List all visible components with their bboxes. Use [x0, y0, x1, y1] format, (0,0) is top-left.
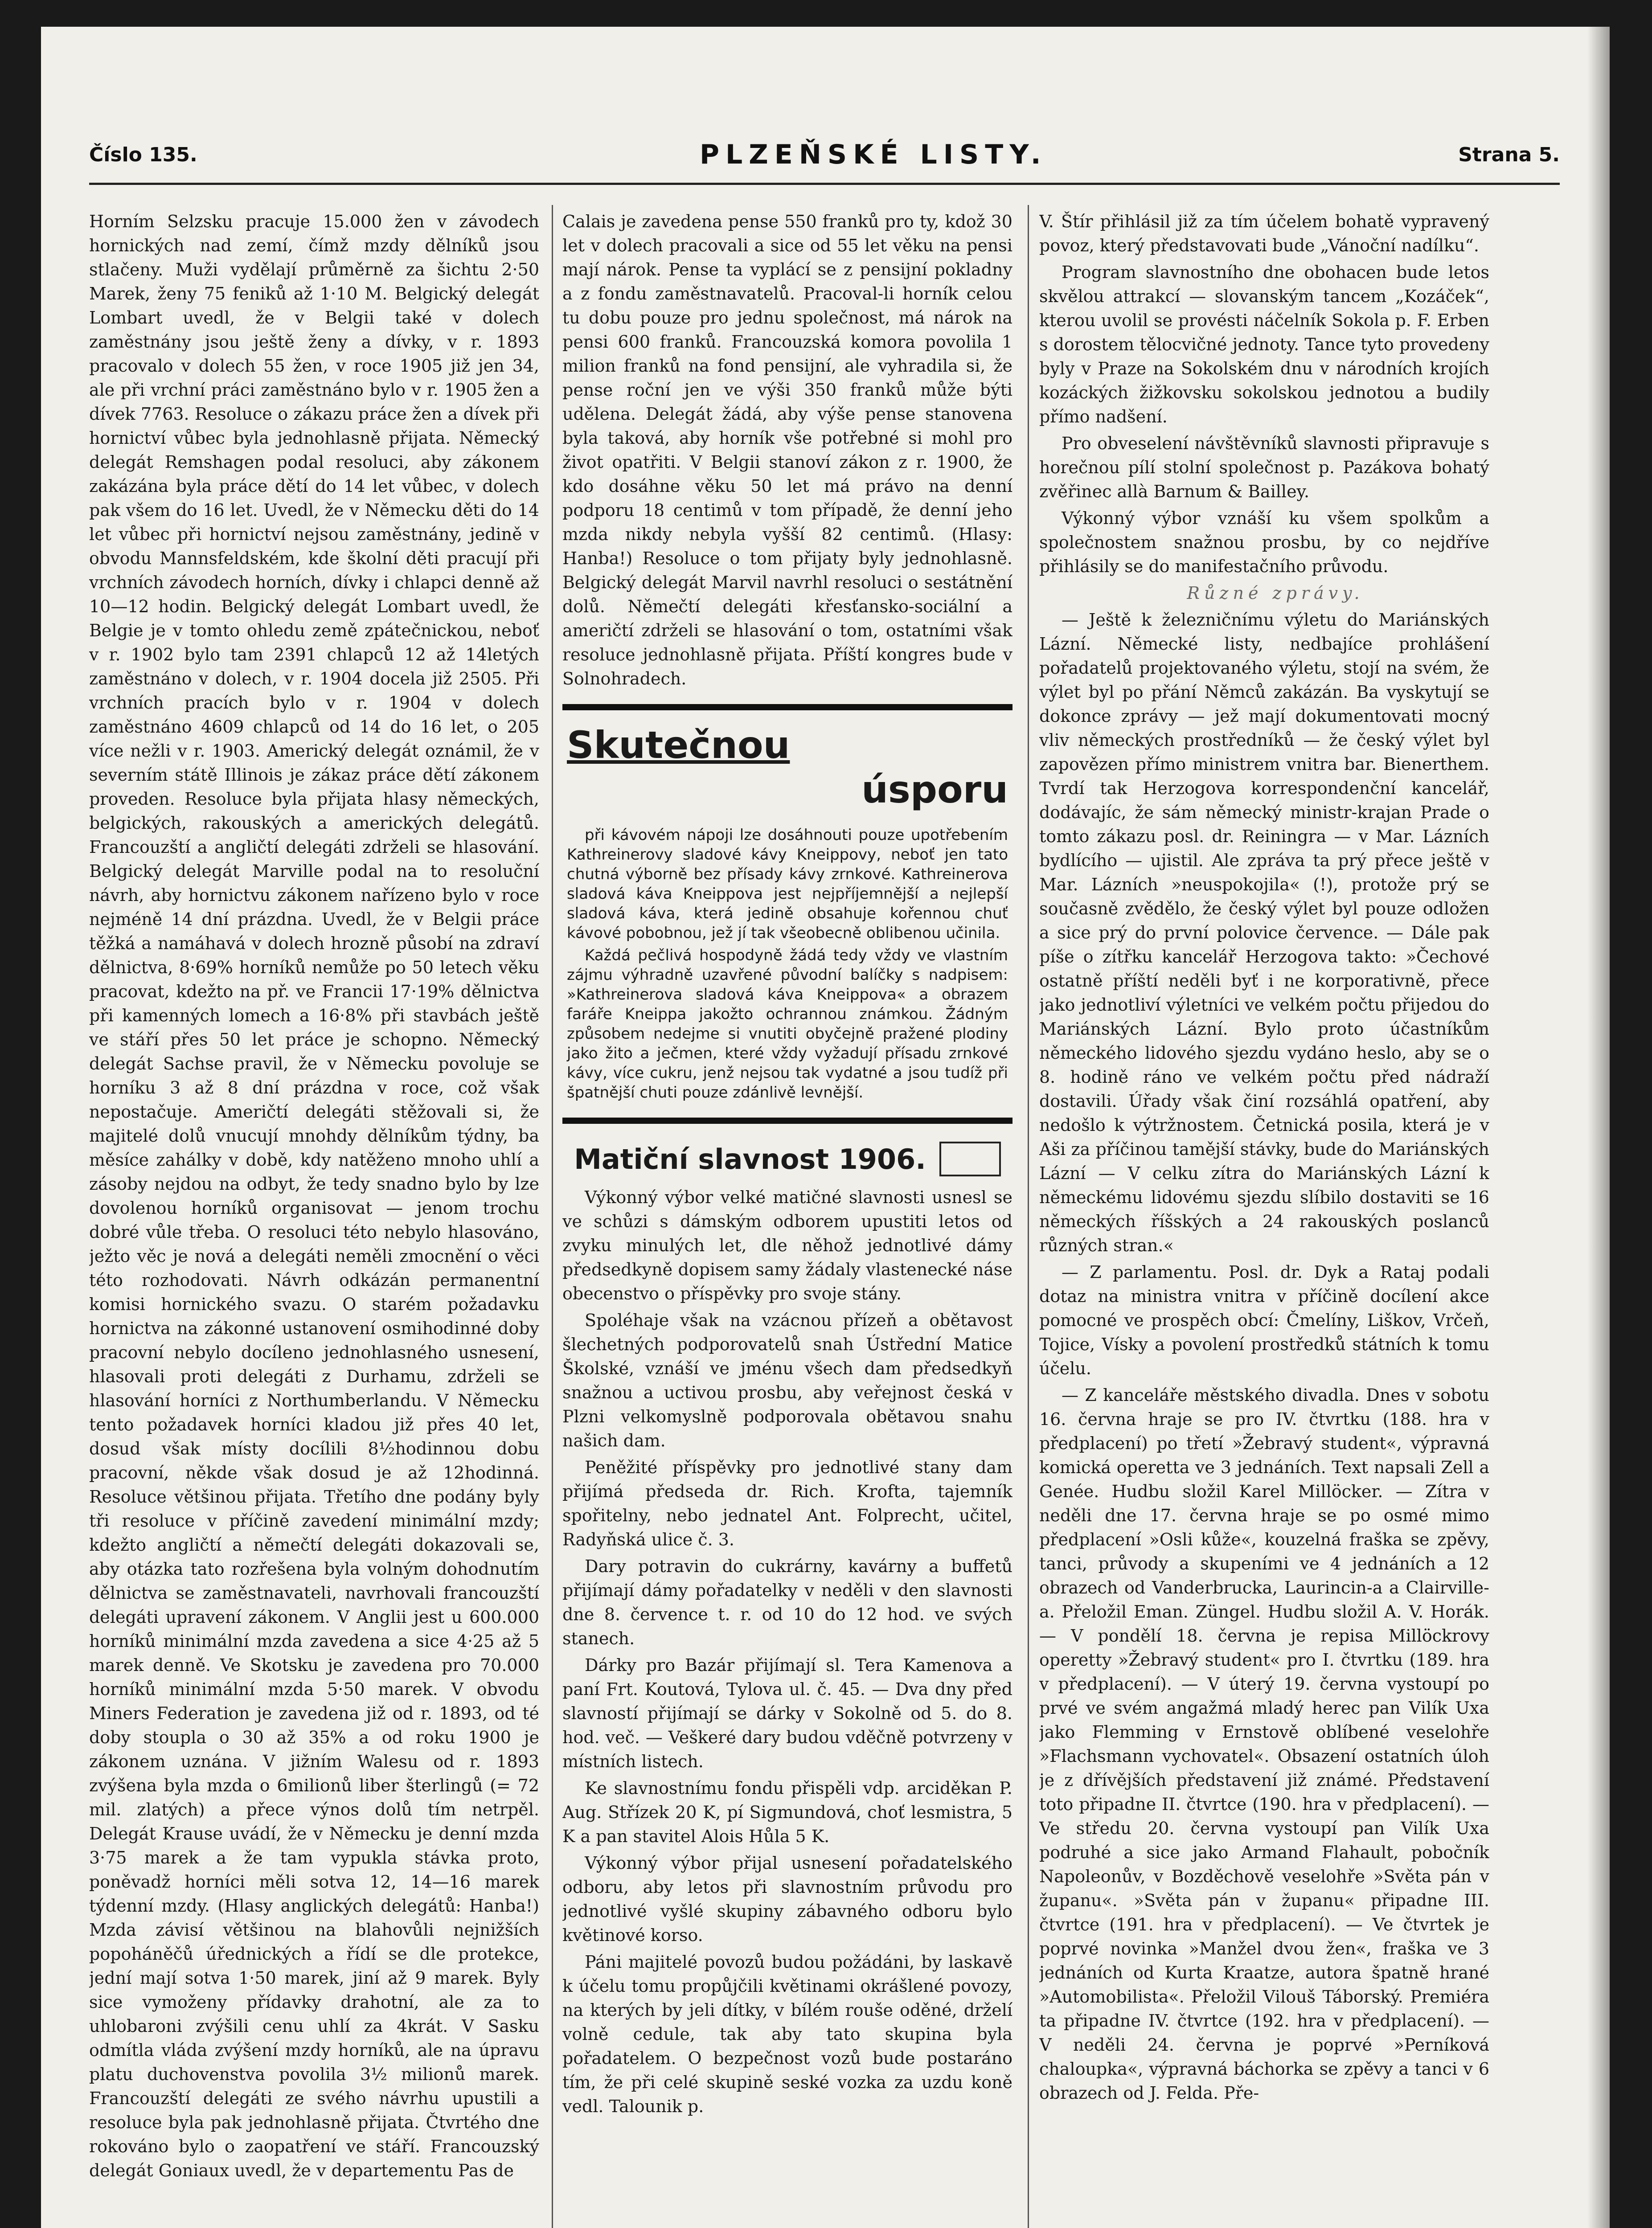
- article-paragraph: Výkonný výbor přijal usnesení pořadatelského odboru, aby letos při slavnostním průvodu pro jednotlivé vyšlé skupiny zábavného odboru bylo květinové korso.: [562, 1853, 1013, 1945]
- ad-headline-2: úsporu: [861, 768, 1008, 811]
- section-title: [562, 1142, 1013, 1176]
- ad-body: [567, 825, 1008, 1102]
- column-1: [89, 209, 539, 2228]
- article-paragraph: Ke slavnostnímu fondu přispěli vdp. arciděkan P. Aug. Střízek 20 K, pí Sigmundová, choť lesmistra, 5 K a pan stavitel Alois Hůla 5 K.: [562, 1778, 1013, 1846]
- article-paragraph: Pro obveselení návštěvníků slavnosti připravuje s horečnou pílí stolní společnost p. Pazákova bohatý zvěřinec allà Barnum & Bailley.: [1039, 434, 1489, 501]
- article-paragraph: Peněžité příspěvky pro jednotlivé stany dam přijímá předseda dr. Rich. Krofta, tajemník spořitelny, nebo jednatel Ant. Folprecht, učitel, Radyňská ulice č. 3.: [562, 1458, 1013, 1549]
- ad-paragraph: Každá pečlivá hospodyně žádá tedy vždy ve vlastním zájmu výhradně uzavřené původní balíčky s nadpisem: »Kathreinerova sladová káva Kneippova« a obrazem faráře Kneippa jakožto ochrannou známkou. Žádným způsobem nedejme si vnutiti obyčejně pražené plodiny jako žito a ječmen, které vždy vyžadují přísadu zrnkové kávy, více cukru, jenž nejsou tak vydatné a jsou tudíž při špatnější chuti pouze zdánlivě levnější.: [567, 946, 1008, 1102]
- column-3: [1039, 209, 1489, 2228]
- ad-headline: Skutečnou: [567, 723, 790, 767]
- article-paragraph: Dárky pro Bazár přijímají sl. Tera Kamenova a paní Frt. Koutová, Tylova ul. č. 45. — Dva dny před slavností přijímají se dárky v Sokolně od 5. do 8. hod. več. — Veškeré dary budou vděčně potvrzeny v místních listech.: [562, 1655, 1013, 1771]
- issue-number: Číslo 135.: [89, 143, 197, 166]
- article-paragraph: Calais je zavedena pense 550 franků pro ty, kdož 30 let v dolech pracovali a sice od 55 let věku na pensi mají nárok. Pense ta vyplácí se z pensijní pokladny a z fondu zaměstnavatelů. Pracoval-li horník celou tu dobu pouze pro jednu společnost, má nárok na pensi 600 franků. Francouzská komora povolila 1 milion franků na fond pensijní, ale vyhradila si, že pense roční jen ve výši 350 franků může býti udělena. Delegát žádá, aby výše pense stanovena byla taková, aby horník vše potřebné si mohl pro život opatřiti. V Belgii stanoví zákon z r. 1900, že kdo dosáhne věku 50 let má právo na denní podporu 18 centimů v tom případě, že denní jeho mzda nikdy nebyla vyšší 82 centimů. (Hlasy: Hanba!) Resoluce o tom přijaty byly jednohlasně. Belgický delegát Marvil navrhl resoluci o sestátnění dolů. Němečtí delegáti křesťansko-sociální a američtí zdrželi se hlasování o tom, ostatními však resoluce jednohlasně přijata. Příští kongres bude v Solnohradech.: [562, 212, 1013, 688]
- section-title-text: Matiční slavnost 1906.: [574, 1143, 926, 1175]
- article-paragraph: — Z parlamentu. Posl. dr. Dyk a Rataj podali dotaz na ministra vnitra v příčině docílení akce pomocné ve prospěch obcí: Čmelíny, Liškov, Vrčeň, Tojice, Vísky a povolení prostředků státních k tomu účelu.: [1039, 1262, 1489, 1378]
- article-paragraph: Spoléhaje však na vzácnou přízeň a obětavost šlechetných podporovatelů snah Ústřední Matice Školské, vznáší ve jménu všech dam předsedkyň snažnou a uctivou prosbu, aby veřejnost česká v Plzni velkomyslně podporovala obětavou snahu našich dam.: [562, 1311, 1013, 1450]
- header-rule: [89, 183, 1560, 185]
- column-2: [562, 209, 1013, 2228]
- column-divider: [552, 205, 553, 2228]
- article-paragraph: — Z kanceláře městského divadla. Dnes v sobotu 16. června hraje se pro IV. čtvrtku (188. hra v předplacení) po třetí »Žebravý student«, výpravná komická operetta ve 3 jednáních. Text napsali Zell a Genée. Hudbu složil Karel Millöcker. — Zítra v neděli dne 17. června hraje se po osmé mimo předplacení »Osli kůže«, kouzelná fraška se zpěvy, tanci, průvody a skupeními ve 4 jednáních a 12 obrazech od Vanderbrucka, Laurincin-a a Clairville-a. Přeložil Eman. Züngel. Hudbu složil A. V. Horák. — V pondělí 18. června je repisa Millöckrovy operetty »Žebravý student« pro I. čtvrtku (189. hra v předplacení). — V úterý 19. června vystoupí po prvé ve svém angažmá mladý herec pan Vilík Uxa jako Flemming v Ernstově oblíbené veselohře »Flachsmann vychovatel«. Obsazení ostatních úloh je z dřívějších představení již známé. Představení toto připadne II. čtvrtce (190. hra v předplacení). — Ve středu 20. června vystoupí pan Vilík Uxa podruhé a sice jako Armand Flahault, pobočník Napoleonův, v Bozděchově veselohře »Světa pán v županu«. »Světa pán v županu« připadne III. čtvrtce (191. hra v předplacení). — Ve čtvrtek je poprvé novinka »Manžel dvou žen«, fraška ve 3 jednáních od Kurta Kraatze, autora špatně hrané »Automobilista«. Přeložil Vilouš Táborský. Premiéra ta připadne IV. čtvrtce (192. hra v předplacení). — V neděli 24. června je poprvé »Perníková chaloupka«, výpravná báchorka se zpěvy a tanci v 6 obrazech od J. Felda. Pře-: [1039, 1385, 1489, 2103]
- column-divider: [1028, 205, 1029, 2228]
- article-paragraph: Horním Selzsku pracuje 15.000 žen v závodech hornických nad zemí, čímž mzdy dělníků jsou stlačeny. Muži vydělají průměrně za šichtu 2·50 Marek, ženy 75 feniků až 1·10 M. Belgický delegát Lombart uvedl, že v Belgii také v dolech zaměstnány jsou ještě ženy a dívky, v r. 1893 pracovalo v dolech 55 žen, v roce 1905 již jen 34, ale při vrchní práci zaměstnáno bylo v r. 1905 žen a dívek 7763. Resoluce o zákazu práce žen a dívek při hornictví vůbec byla jednohlasně přijata. Německý delegát Remshagen podal resoluci, aby zákonem zakázána byla práce dětí do 14 let vůbec, v dolech pak všem do 16 let. Uvedl, že v Německu děti do 14 let vůbec při hornictví nejsou zaměstnány, jedině v obvodu Mannsfeldském, kde školní děti pracují při vrchních závodech horních, dívky i chlapci denně až 10—12 hodin. Belgický delegát Lombart uvedl, že Belgie je v tomto ohledu země zpátečnickou, neboť v r. 1902 bylo tam 2391 chlapců 12 až 14letých zaměstnáno v dolech, v r. 1904 docela již 2505. Při vrchních pracích bylo v r. 1904 v dolech zaměstnáno 4609 chlapců od 14 do 16 let, o 205 více nežli v r. 1903. Americký delegát oznámil, že v severním státě Illinois je zákaz práce dětí zákonem proveden. Resoluce byla přijata hlasy německých, belgických, rakouských a amerických delegátů. Francouzští a angličtí delegáti zdrželi se hlasování. Belgický delegát Marville podal na to resoluční návrh, aby hornictvu zákonem nařízeno bylo v roce nejméně 14 dní prázdna. Uvedl, že v Belgii práce těžká a namáhavá v dolech hrozně působí na zdraví dělnictva, 8·69% horníků nemůže po 50 letech věku pracovat, kdežto na př. ve Francii 17·19% dělnictva při kamenných lomech a 16·8% při stavbách ještě ve stáří přes 50 let práce je schopno. Německý delegát Sachse pravil, že v Německu povoluje se horníku 3 až 8 dní prázdna v roce, což však nepostačuje. Američtí delegáti stěžovali si, že majitelé dolů vnucují mnohdy dělníkům týdny, ba měsíce zahálky v době, kdy natěženo mnoho uhlí a zásoby nejdou na odbyt, že tedy snadno bylo by lze dovolenou horníků organisovat — jenom trochu dobré vůle třeba. O resoluci této nebylo hlasováno, ježto věc je nová a delegáti neměli zmocnění o věci této rozhodovati. Návrh odkázán permanentní komisi hornického svazu. O starém požadavku hornictva na zákonné ustanovení osmihodinné doby pracovní nebylo docíleno jednohlasného usnesení, hlasovali proti delegáti z Durhamu, zdrželi se hlasování horníci z Northumberlandu. V Německu tento požadavek horníci kladou již přes 40 let, dosud však místy docílili 8½hodinnou dobu pracovní, někde však dosud je až 12hodinná. Resoluce většinou přijata. Třetího dne podány byly tři resoluce v příčině zavedení minimální mzdy; kdežto angličtí a němečtí delegáti dokazovali se, aby otázka tato rozřešena byla volným dohodnutím dělnictva se zaměstnavateli, navrhovali francouzští delegáti upravení zákonem. V Anglii jest u 600.000 horníků minimální mzda zavedena a sice 4·25 až 5 marek denně. Ve Skotsku je zavedena pro 70.000 horníků minimální mzda 5·50 marek. V obvodu Miners Federation je zavedena již od r. 1893, od té doby stoupla o 30 až 35% a od roku 1900 je zákonem uznána. V jižním Walesu od r. 1893 zvýšena byla mzda o 6milionů liber šterlingů (= 72 mil. zlatých) a přece výnos dolů tím netrpěl. Delegát Krause uvádí, že v Německu je denní mzda 3·75 marek a že tam vypukla stávka proto, poněvadž horníci měli sotva 12, 14—16 marek týdenní mzdy. (Hlasy anglických delegátů: Hanba!) Mzda závisí většinou na blahovůli nejnižších popoháněčů úřednických a řídí se dle protekce, jední mají sotva 1·50 marek, jiní až 9 marek. Byly sice vymoženy přídavky drahotní, ale za to uhlobaroni zvýšili cenu uhlí za 4krát. V Sasku odmítla vláda zvýšení mzdy horníků, ale na úpravu platu duchovenstva povolila 3½ milionů marek. Francouzští delegáti ze svého návrhu upustili a resoluce byla pak jednohlasně přijata. Čtvrtého dne rokováno bylo o zaopatření ve stáří. Francouzský delegát Goniaux uvedl, že v departementu Pas de: [89, 212, 539, 2180]
- newspaper-page: [41, 27, 1610, 2228]
- page-number: Strana 5.: [1458, 143, 1560, 166]
- masthead-title: PLZEŇSKÉ LISTY.: [700, 139, 1047, 170]
- kathreiner-advertisement: [562, 704, 1013, 1124]
- article-paragraph: V. Štír přihlásil již za tím účelem bohatě vypravený povoz, který představovati bude „Vánoční nadílku“.: [1039, 212, 1489, 255]
- matice-emblem-icon: [939, 1142, 1001, 1176]
- article-paragraph: Páni majitelé povozů budou požádáni, by laskavě k účelu tomu propůjčili květinami okrášlené povozy, na kterých by jeli dítky, v bílém rouše oděné, drželí volně cedule, tak aby tato skupina byla pořadatelem. O bezpečnost vozů bude postaráno tím, že při celé skupině seské vozka za uzdu koně vedl. Talounik p.: [562, 1952, 1013, 2116]
- article-paragraph: Program slavnostního dne obohacen bude letos skvělou attrakcí — slovanským tancem „Kozáček“, kterou uvolil se provésti náčelník Sokola p. F. Erben s dorostem tělocvičné jednoty. Tance tyto provedeny byly v Praze na Sokolském dnu v národních krojích kozáckých žižkovsku sokolskou jednotou a budily přímo nadšení.: [1039, 262, 1489, 426]
- article-paragraph: Dary potravin do cukrárny, kavárny a buffetů přijímají dámy pořadatelky v neděli v den slavnosti dne 8. července t. r. od 10 do 12 hod. ve svých stanech.: [562, 1556, 1013, 1648]
- ad-paragraph: při kávovém nápoji lze dosáhnouti pouze upotřebením Kathreinerovy sladové kávy Kneippovy, neboť jen tato chutná výborně bez přísady kávy zrnkové. Kathreinerova sladová káva Kneippova jest nejpříjemnější a nejlepší sladová káva, která jedině obsahuje kořennou chuť kávové pobobnou, jež jí tak všeobecně oblibenou učinila.: [567, 826, 1008, 942]
- article-paragraph: Výkonný výbor velké matičné slavnosti usnesl se ve schůzi s dámským odborem upustiti letos od zvyku minulých let, dle něhož jednotlivé dámy předsedkyně dopisem samy žádaly vlastenecké náse obecenstvo o příspěvky pro svoje stány.: [562, 1188, 1013, 1303]
- article-paragraph: Výkonný výbor vznáší ku všem spolkům a společnostem snažnou prosbu, by co nejdříve přihlásily se do manifestačního průvodu.: [1039, 508, 1489, 576]
- article-paragraph: — Ještě k železničnímu výletu do Mariánských Lázní. Německé listy, nedbajíce prohlášení pořadatelů projektovaného výletu, stojí na svém, že výlet byl po přání Němců zakázán. Ba vyskytují se dokonce zprávy — jež mají dokumentovati mocný vliv německých prostředníků — že český výlet byl zapovězen přímo ministrem vnitra bar. Bienerthem. Tvrdí tak Herzogova korrespondenční kancelář, dodávajíc, že sám německý ministr-krajan Prade o tomto zákazu posl. dr. Reiningra — v Mar. Lázních bydlícího — ujistil. Ale zpráva ta prý přece ještě v Mar. Lázních »neuspokojila« (!), protože prý se současně zvědělo, že český výlet byl pouze odložen a sice prý do první polovice července. — Dále pak píše o zítřku kancelář Herzogova takto: »Čechové ostatně příští neděli byť i ne korporativně, přece jako jednotliví výletníci ve velkém počtu přijedou do Mariánských Lázní. Bylo proto účastníkům německého lidového sjezdu vydáno heslo, aby se o 8. hodině ráno ve velkém počtu před nádraží dostavili. Úřady však činí rozsáhlá opatření, aby nedošlo k výtržnostem. Četnická posila, která je v Aši za příčinou tamější stávky, bude do Mariánských Lázní — V celku zítra do Mariánských Lázní k německému lidovému sjezdu slíbilo dostaviti se 16 německých říšských a 24 rakouských poslanců různých stran.«: [1039, 610, 1489, 1255]
- page-edge-shadow: [1587, 27, 1610, 2228]
- section-subhead: Různé zprávy.: [1187, 583, 1364, 603]
- page-header: [89, 132, 1560, 181]
